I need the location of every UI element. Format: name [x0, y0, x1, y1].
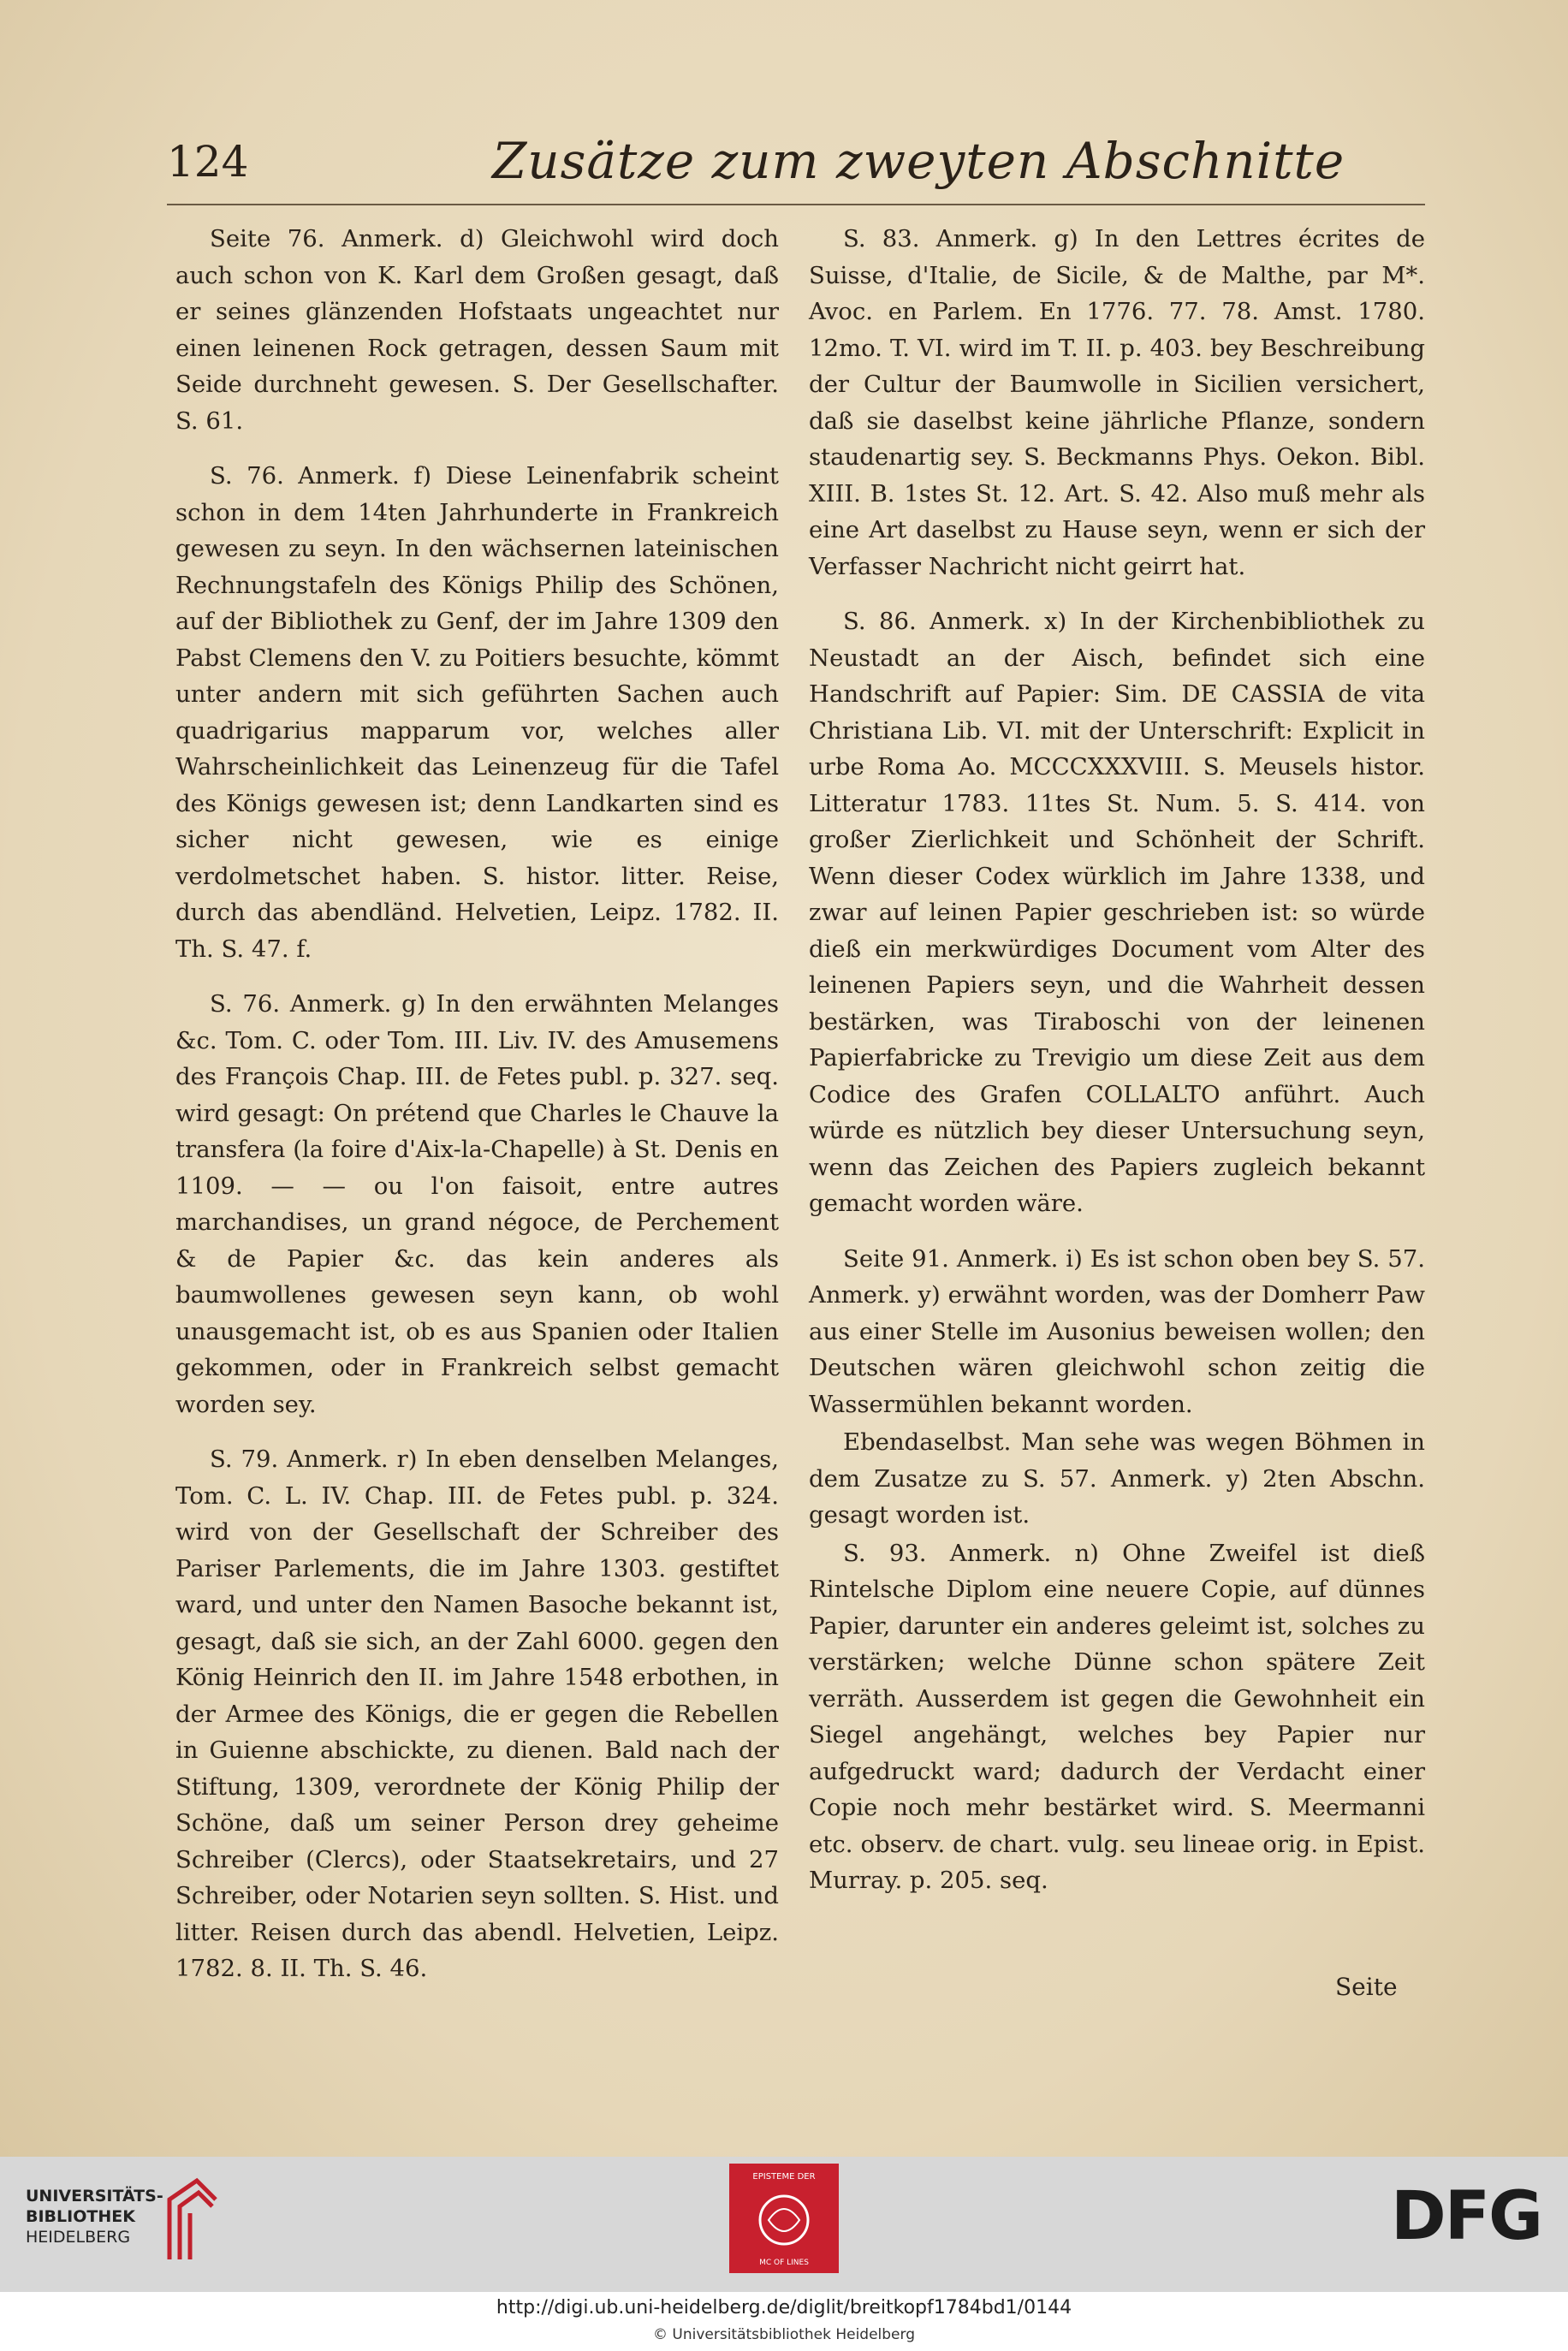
episteme-logo[interactable]	[729, 2164, 839, 2273]
center-logo-line: MC OF LINES	[759, 2259, 809, 2267]
paragraph: Seite 91. Anmerk. i) Es ist schon oben bey S. 57. Anmerk. y) erwähnt worden, was der Domherr Paw aus einer Stelle im Ausonius beweisen wollen; den Deutschen wären gleichwohl schon zeitig die Wassermühlen bekannt worden.	[809, 1244, 1425, 1418]
paragraph: S. 79. Anmerk. r) In eben denselben Melanges, Tom. C. L. IV. Chap. III. de Fetes publ. p. 324. wird von der Gesellschaft der Schreiber des Pariser Parlements, die im Jahre 1303. gestiftet ward, und unter den Namen Basoche bekannt ist, gesagt, daß sie sich, an der Zahl 6000. gegen den König Heinrich den II. im Jahre 1548 erbothen, in der Armee des Königs, die er gegen die Rebellen in Guienne abschickte, zu dienen. Bald nach der Stiftung, 1309, verordnete der König Philip der Schöne, daß um seiner Person drey geheime Schreiber (Clercs), oder Staatsekretairs, und 27 Schreiber, oder Notarien seyn sollten. S. Hist. und litter. Reisen durch das abendl. Helvetien, Leipz. 1782. 8. II. Th. S. 46.	[175, 1446, 779, 1982]
university-library-logo[interactable]	[26, 2174, 282, 2277]
running-title: Zusätze zum zweyten Abschnitte	[492, 132, 1345, 190]
library-emblem-icon	[163, 2174, 223, 2268]
dfg-logo[interactable]: DFG	[1391, 2178, 1542, 2255]
paragraph: Seite 76. Anmerk. d) Gleichwohl wird doch auch schon von K. Karl dem Großen gesagt, daß er seines glänzenden Hofstaats ungeachtet nur einen leinenen Rock getragen, dessen Saum mit Seide durchneht gewesen. S. Der Gesellschafter. S. 61.	[175, 225, 779, 435]
paragraph: S. 76. Anmerk. g) In den erwähnten Melanges &c. Tom. C. oder Tom. III. Liv. IV. des Amusemens des François Chap. III. de Fetes publ. p. 327. seq. wird gesagt: On prétend que Charles le Chauve la transfera (la foire d'Aix-la-Chapelle) à St. Denis en 1109. — — ou l'on faisoit, entre autres marchandises, un grand négoce, de Perchement & de Papier &c. das kein anderes als baumwollenes gewesen seyn kann, ob wohl unausgemacht ist, ob es aus Spanien oder Italien gekommen, oder in Frankreich selbst gemacht worden sey.	[175, 990, 779, 1418]
paragraph: S. 83. Anmerk. g) In den Lettres écrites de Suisse, d'Italie, de Sicile, & de Malthe, par M*. Avoc. en Parlem. En 1776. 77. 78. Amst. 1780. 12mo. T. VI. wird im T. II. p. 403. bey Beschreibung der Cultur der Baumwolle in Sicilien versichert, daß sie daselbst keine jährliche Pflanze, sondern staudenartig sey. S. Beckmanns Phys. Oekon. Bibl. XIII. B. 1stes St. 12. Art. S. 42. Also muß mehr als eine Art daselbst zu Hause seyn, wenn er sich der Verfasser Nachricht nicht geirrt hat.	[809, 225, 1425, 580]
page-header	[167, 128, 1425, 205]
library-logo-text	[26, 2186, 163, 2247]
page-number: 124	[167, 137, 249, 187]
library-logo-line: UNIVERSITÄTS-	[26, 2187, 163, 2206]
copyright-notice: © Universitätsbibliothek Heidelberg	[652, 2326, 915, 2343]
paragraph: Ebendaselbst. Man sehe was wegen Böhmen in dem Zusatze zu S. 57. Anmerk. y) 2ten Abschn. gesagt worden ist.	[809, 1428, 1425, 1529]
center-logo-line: EPISTEME DER	[752, 2172, 816, 2182]
left-column	[175, 221, 779, 1989]
library-logo-line: BIBLIOTHEK	[26, 2207, 135, 2226]
paragraph: S. 93. Anmerk. n) Ohne Zweifel ist dieß Rintelsche Diplom eine neuere Copie, auf dünnes Papier, darunter ein anderes geleimt ist, solches zu verstärken; welche Dünne schon spätere Zeit verräth. Ausserdem ist gegen die Gewohnheit ein Siegel angehängt, welches bey Papier nur aufgedruckt ward; dadurch der Verdacht einer Copie noch mehr bestärket wird. S. Meermanni etc. observ. de chart. vulg. seu lineae orig. in Epist. Murray. p. 205. seq.	[809, 1539, 1425, 1894]
episteme-emblem-icon	[729, 2164, 839, 2273]
right-column	[809, 221, 1425, 1901]
permalink-url[interactable]: http://digi.ub.uni-heidelberg.de/diglit/breitkopf1784bd1/0144	[496, 2297, 1072, 2318]
library-logo-line: HEIDELBERG	[26, 2228, 131, 2247]
paragraph: S. 86. Anmerk. x) In der Kirchenbibliothek zu Neustadt an der Aisch, befindet sich eine Handschrift auf Papier: Sim. DE CASSIA de vita Christiana Lib. VI. mit der Unterschrift: Explicit in urbe Roma Ao. MCCCXXXVIII. S. Meusels histor. Litteratur 1783. 11tes St. Num. 5. S. 414. von großer Zierlichkeit und Schönheit der Schrift. Wenn dieser Codex würklich im Jahre 1338, und zwar auf leinen Papier geschrieben ist: so würde dieß ein merkwürdiges Document vom Alter des leinenen Papiers seyn, und die Wahrheit dessen bestärken, was Tiraboschi von der leinenen Papierfabricke zu Trevigio um diese Zeit aus dem Codice des Grafen COLLALTO anführt. Auch würde es nützlich bey dieser Untersuchung seyn, wenn das Zeichen des Papiers zugleich bekannt gemacht worden wäre.	[809, 608, 1425, 1217]
header-rule	[167, 204, 1425, 205]
paragraph: S. 76. Anmerk. f) Diese Leinenfabrik scheint schon in dem 14ten Jahrhunderte in Frankreich gewesen zu seyn. In den wächsernen lateinischen Rechnungstafeln des Königs Philip des Schönen, auf der Bibliothek zu Genf, der im Jahre 1309 den Pabst Clemens den V. zu Poitiers besuchte, kömmt unter andern mit sich geführten Sachen auch quadrigarius mapparum vor, welches aller Wahrscheinlichkeit das Leinenzeug für die Tafel des Königs gewesen ist; denn Landkarten sind es sicher nicht gewesen, wie es einige verdolmetschet haben. S. histor. litter. Reise, durch das abendländ. Helvetien, Leipz. 1782. II. Th. S. 47. f.	[175, 462, 779, 963]
catchword: Seite	[1335, 1973, 1398, 2001]
